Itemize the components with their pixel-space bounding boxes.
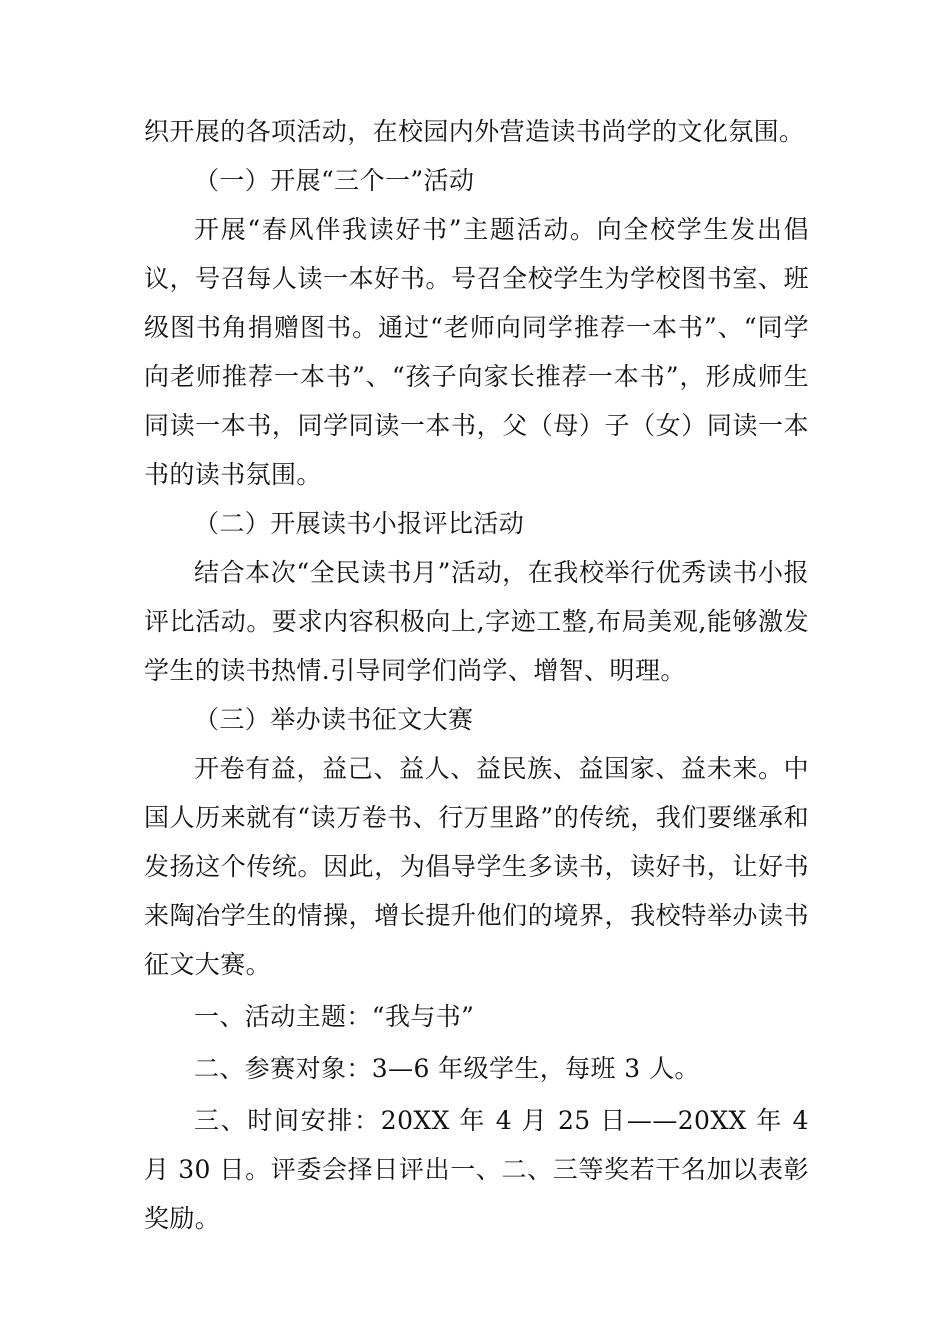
- paragraph-essay-contest: 开卷有益，益己、益人、益民族、益国家、益未来。中国人历来就有“读万卷书、行万里路”的传统，我们要继承和发扬这个传统。因此，为倡导学生多读书，读好书，让好书来陶冶学生的情操，增长提升他们的境界，我校特举办读书征文大赛。: [144, 754, 809, 979]
- paragraph-continuation: 织开展的各项活动，在校园内外营造读书尚学的文化氛围。: [144, 117, 805, 146]
- paragraph-newspaper-contest: 结合本次“全民读书月”活动，在我校举行优秀读书小报评比活动。要求内容积极向上,字迹工整,布局美观,能够激发学生的读书热情.引导同学们尚学、增智、明理。: [144, 558, 809, 685]
- section-heading-3: （三）举办读书征文大赛: [194, 705, 474, 734]
- document-body: [144, 107, 809, 1243]
- section-heading-2: （二）开展读书小报评比活动: [194, 509, 525, 538]
- list-item-schedule: 三、时间安排：20XX 年 4 月 25 日——20XX 年 4 月 30 日。评委会择日评出一、二、三等奖若干名加以表彰奖励。: [144, 1106, 809, 1233]
- paragraph-three-ones: 开展“春风伴我读好书”主题活动。向全校学生发出倡议，号召每人读一本好书。号召全校学生为学校图书室、班级图书角捐赠图书。通过“老师向同学推荐一本书”、“同学向老师推荐一本书”、“孩子向家长推荐一本书”，形成师生同读一本书，同学同读一本书，父（母）子（女）同读一本书的读书氛围。: [144, 215, 809, 489]
- list-item-theme: 一、活动主题：“我与书”: [194, 1002, 475, 1031]
- section-heading-1: （一）开展“三个一”活动: [194, 166, 475, 195]
- list-item-participants: 二、参赛对象：3—6 年级学生，每班 3 人。: [194, 1054, 700, 1083]
